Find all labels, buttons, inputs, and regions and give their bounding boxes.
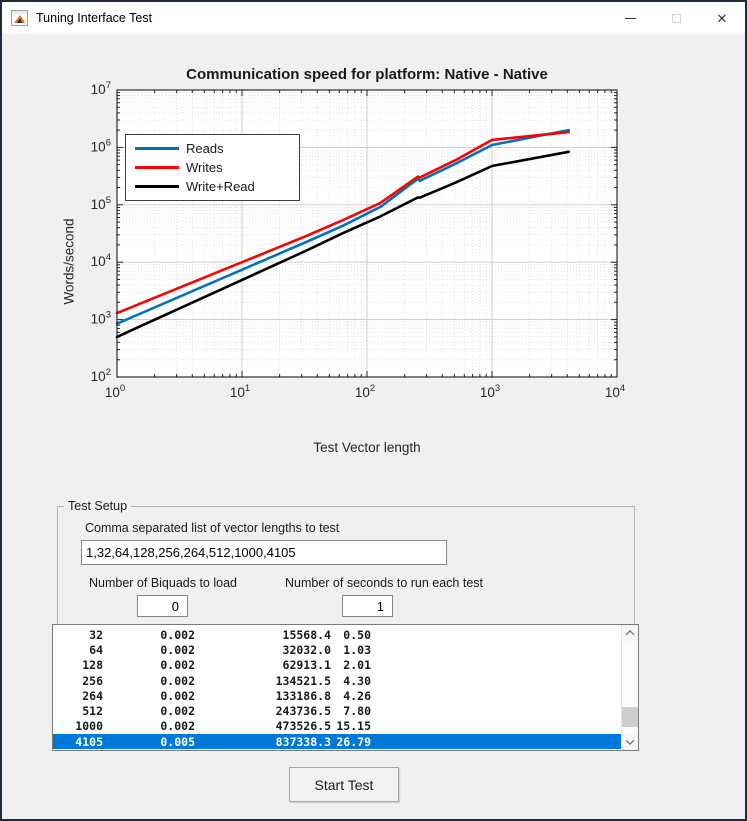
svg-text:105: $10^5$	[90, 194, 111, 212]
maximize-button[interactable]	[653, 2, 699, 34]
result-row[interactable]	[53, 642, 621, 657]
vector-lengths-label: Comma separated list of vector lengths to test	[85, 521, 340, 535]
minimize-button[interactable]	[607, 2, 653, 34]
chart-legend	[125, 134, 300, 201]
result-cell: 15.15	[336, 719, 371, 734]
result-cell: 1000	[75, 719, 103, 734]
legend-line-swatch	[135, 166, 179, 169]
result-cell: 15568.4	[282, 627, 331, 642]
result-row[interactable]	[53, 703, 621, 718]
result-cell: 7.80	[343, 704, 371, 719]
chevron-up-icon	[626, 630, 634, 638]
results-rows	[53, 625, 621, 750]
result-cell: 4.30	[343, 673, 371, 688]
svg-text:106: $10^6$	[90, 137, 111, 155]
result-cell: 0.005	[160, 734, 195, 749]
maximize-icon	[672, 14, 681, 23]
results-listbox[interactable]	[52, 624, 639, 751]
legend-item-write-read	[126, 177, 299, 196]
scroll-down-button[interactable]	[622, 734, 638, 750]
result-cell: 133186.8	[275, 688, 331, 703]
result-row[interactable]	[53, 673, 621, 688]
close-icon: ✕	[716, 10, 728, 26]
svg-text:103: $10^3$	[90, 309, 111, 327]
seconds-input[interactable]	[342, 595, 393, 617]
result-cell: 1.03	[343, 642, 371, 657]
result-cell: 0.50	[343, 627, 371, 642]
result-cell: 0.002	[160, 627, 195, 642]
result-cell: 256	[82, 673, 103, 688]
window-title: Tuning Interface Test	[36, 11, 153, 25]
scrollbar-track[interactable]	[622, 641, 638, 734]
legend-label: Write+Read	[186, 179, 255, 194]
minimize-icon	[625, 18, 636, 19]
legend-item-reads	[126, 139, 299, 158]
result-cell: 128	[82, 658, 103, 673]
start-test-label: Start Test	[314, 776, 374, 793]
result-row[interactable]	[53, 627, 621, 642]
listbox-scrollbar[interactable]	[621, 625, 638, 750]
result-cell: 0.002	[160, 642, 195, 657]
result-cell: 0.002	[160, 658, 195, 673]
svg-text:100: $10^0$	[104, 383, 126, 400]
chevron-down-icon	[626, 736, 634, 744]
result-cell: 0.002	[160, 719, 195, 734]
chart-title: Communication speed for platform: Native - Native	[186, 66, 548, 83]
result-cell: 4.26	[343, 688, 371, 703]
result-cell: 0.002	[160, 704, 195, 719]
svg-text:107: $10^7$	[90, 80, 111, 97]
result-cell: 0.002	[160, 673, 195, 688]
title-bar[interactable]	[2, 2, 745, 34]
matlab-app-icon	[11, 10, 28, 26]
svg-text:103: $10^3$	[479, 383, 501, 400]
result-cell: 32032.0	[282, 642, 331, 657]
legend-label: Writes	[186, 160, 223, 175]
scroll-up-button[interactable]	[622, 625, 638, 641]
legend-item-writes	[126, 158, 299, 177]
svg-text:104: $10^4$	[604, 383, 626, 400]
y-axis-label: Words/second	[61, 218, 77, 305]
close-button[interactable]	[699, 2, 745, 34]
result-cell: 2.01	[343, 658, 371, 673]
result-cell: 473526.5	[275, 719, 331, 734]
legend-line-swatch	[135, 147, 179, 150]
communication-speed-plot	[2, 34, 692, 454]
vector-lengths-input[interactable]	[81, 540, 447, 565]
result-cell: 264	[82, 688, 103, 703]
result-cell: 32	[89, 627, 103, 642]
result-row[interactable]	[53, 688, 621, 703]
legend-label: Reads	[186, 141, 224, 156]
result-cell: 134521.5	[275, 673, 331, 688]
result-row[interactable]	[53, 658, 621, 673]
result-cell: 62913.1	[282, 658, 331, 673]
svg-text:102: $10^2$	[90, 367, 111, 384]
result-cell: 4105	[75, 734, 103, 749]
seconds-label: Number of seconds to run each test	[284, 576, 484, 590]
svg-text:102: $10^2$	[354, 383, 376, 400]
svg-text:101: $10^1$	[229, 383, 251, 400]
result-cell: 512	[82, 704, 103, 719]
start-test-button[interactable]	[289, 767, 399, 802]
result-cell: 243736.5	[275, 704, 331, 719]
biquads-input[interactable]	[137, 595, 188, 617]
result-row[interactable]	[53, 734, 621, 749]
result-cell: 0.002	[160, 688, 195, 703]
test-setup-group-label: Test Setup	[64, 499, 131, 513]
legend-line-swatch	[135, 185, 179, 188]
x-axis-label: Test Vector length	[313, 440, 421, 455]
scrollbar-thumb[interactable]	[622, 707, 638, 727]
result-cell: 64	[89, 642, 103, 657]
biquads-label: Number of Biquads to load	[88, 576, 237, 590]
result-cell: 26.79	[336, 734, 371, 749]
result-row[interactable]	[53, 719, 621, 734]
svg-text:104: $10^4$	[90, 252, 111, 270]
result-cell: 837338.3	[275, 734, 331, 749]
